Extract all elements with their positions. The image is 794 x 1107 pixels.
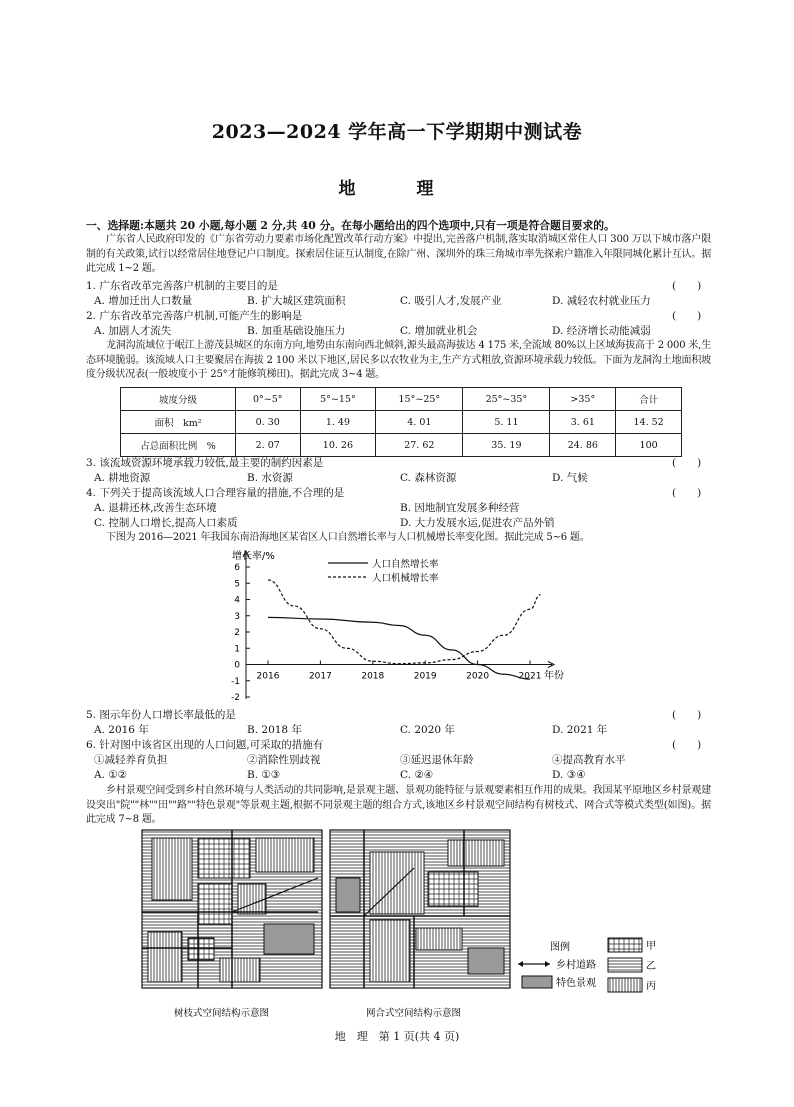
legend-feature-swatch [522,976,552,988]
option: D. 气候 [552,472,588,484]
table-cell: 14. 52 [616,411,682,434]
y-axis-label: 增长率/% [232,551,275,562]
table-cell: 4. 01 [376,411,463,434]
option: A. 2016 年 [94,724,149,736]
table-header-row [121,388,682,411]
option: A. 退耕还林,改善生态环境 [94,502,217,514]
tree-branch-diagram [142,830,322,988]
y-tick-label: 6 [234,563,240,573]
question-5-stem: 5. 图示年份人口增长率最低的是 [86,709,236,721]
statement-item: ③延迟退休年龄 [400,754,474,766]
legend-label: 人口机械增长率 [372,573,439,584]
x-tick-label: 2017 [308,671,332,682]
table-cell: 1. 49 [300,411,376,434]
mesh-diagram [330,830,510,988]
table-cell: 面积 km² [121,411,236,434]
question-6-stem: 6. 针对图中该省区出现的人口问题,可采取的措施有 [86,739,324,751]
y-tick-label: 4 [234,595,240,606]
figure-legend [518,938,656,992]
answer-paren: ( ) [672,280,702,292]
option: D. ③④ [552,769,586,781]
legend-label-feature: 特色景观 [556,978,596,989]
caption-right: 网合式空间结构示意图 [366,1008,462,1019]
y-tick-label: 5 [234,579,240,590]
table-cell: 100 [616,434,682,457]
option: C. 增加就业机会 [400,325,478,337]
table-row [121,411,682,434]
option: B. 加重基础设施压力 [247,325,346,337]
option: D. 经济增长动能减弱 [552,325,651,337]
y-tick-label: 2 [234,628,240,638]
option: B. ①③ [247,769,281,781]
option: C. 森林资源 [400,472,457,484]
x-tick-label: 2020 [466,671,490,682]
option: C. ②④ [400,769,434,781]
legend-title: 图例 [550,942,570,953]
legend-label-jia: 甲 [646,941,656,952]
statement-item: ④提高教育水平 [552,754,626,766]
answer-paren: ( ) [672,739,702,751]
option: B. 因地制宜发展多种经营 [400,502,520,514]
x-tick-label: 2021 [518,671,542,682]
table-cell: 3. 61 [550,411,616,434]
landscape-structure-figure [138,828,678,1024]
table-header-cell: 坡度分级 [121,388,236,411]
option: B. 2018 年 [247,724,302,736]
y-tick-label: -2 [231,693,240,703]
option: B. 扩大城区建筑面积 [247,295,346,307]
table-cell: 35. 19 [463,434,550,457]
answer-paren: ( ) [672,709,702,721]
table-cell: 24. 86 [550,434,616,457]
option: D. 大力发展水运,促进农产品外销 [400,517,555,529]
passage-1: 广东省人民政府印发的《广东省劳动力要素市场化配置改革行动方案》中提出,完善落户机制,落实取消城区常住人口 300 万以下城市落户限制的有关政策,试行以经常居住地登记户口制度。探索居住证互认制度,在除广州、深圳外的珠三角城市率先探索户籍准入年限同城化累计互认。据此完成 1~2 题。 [86,234,711,274]
growth-rate-chart [220,545,580,705]
exam-title: 2023—2024 学年高一下学期期中测试卷 [211,121,583,143]
migration-growth-line [268,580,540,664]
option: A. 加剧人才流失 [94,325,172,337]
legend-label: 人口自然增长率 [372,559,439,570]
table-header-cell: 5°~15° [300,388,376,411]
question-2-stem: 2. 广东省改革完善落户机制,可能产生的影响是 [86,310,303,322]
statement-item: ①减轻养育负担 [94,754,168,766]
option: C. 2020 年 [400,724,455,736]
table-cell: 2. 07 [236,434,301,457]
x-tick-label: 2019 [413,671,437,682]
table-row [121,434,682,457]
legend-label-bing: 丙 [646,981,656,992]
table-cell: 5. 11 [463,411,550,434]
x-tick-label: 2016 [256,671,280,682]
option: C. 吸引人才,发展产业 [400,295,502,307]
question-3-stem: 3. 该流域资源环境承载力较低,最主要的制约因素是 [86,457,324,469]
legend-label-road: 乡村道路 [556,960,596,971]
statement-item: ②消除性别歧视 [247,754,321,766]
table-cell: 0. 30 [236,411,301,434]
legend-swatch-bing [608,978,642,992]
legend-label-yi: 乙 [646,961,656,972]
table-cell: 占总面积比例 % [121,434,236,457]
y-tick-label: 0 [234,660,240,671]
table-cell: 10. 26 [300,434,376,457]
table-header-cell: >35° [550,388,616,411]
subject-title: 地 理 [338,179,456,199]
passage-4: 乡村景观空间受到乡村自然环境与人类活动的共同影响,是景观主题、景观功能特征与景观要素相互作用的成果。我国某平原地区乡村景观建设突出"院""林""田""路""特色景观"等景观主题,根据不同景观主题的组合方式,该地区乡村景观空间结构有树枝式、网合式等模式类型(如图)。据此完成 7~8 题。 [86,785,711,825]
table-header-cell: 0°~5° [236,388,301,411]
answer-paren: ( ) [672,310,702,322]
table-cell: 27. 62 [376,434,463,457]
passage-2: 龙洞沟流域位于岷江上游茂县城区的东南方向,地势由东南向西北倾斜,源头最高海拔达 4 175 米,全流域 80%以上区域海拔高于 2 000 米,生态环境脆弱。该流域人口主要聚居在海拔 2 100 米以下地区,居民多以农牧业为主,生产方式粗放,资源环境承载力较低。下面为龙洞沟土地面积坡度分级状况表(一般坡度小于 25°才能修筑梯田)。据此完成 3~4 题。 [86,340,711,380]
option: A. 耕地资源 [94,472,151,484]
y-tick-label: 1 [234,644,240,655]
option: A. 增加迁出人口数量 [94,295,193,307]
caption-left: 树枝式空间结构示意图 [174,1008,270,1019]
natural-growth-line [268,617,530,679]
option: C. 控制人口增长,提高人口素质 [94,517,238,529]
y-tick-label: 3 [234,611,240,622]
legend-swatch-jia [608,938,642,952]
x-tick-label: 2018 [361,671,385,682]
answer-paren: ( ) [672,457,702,469]
table-header-cell: 25°~35° [463,388,550,411]
option: A. ①② [94,769,128,781]
section-heading: 一、选择题:本题共 20 小题,每小题 2 分,共 40 分。在每小题给出的四个选项中,只有一项是符合题目要求的。 [86,219,615,232]
table-header-cell: 15°~25° [376,388,463,411]
legend-swatch-yi [608,958,642,972]
question-1-stem: 1. 广东省改革完善落户机制的主要目的是 [86,280,278,292]
question-4-stem: 4. 下列关于提高该流域人口合理容量的措施,不合理的是 [86,487,345,499]
passage-3: 下图为 2016—2021 年我国东南沿海地区某省区人口自然增长率与人口机械增长率变化图。据此完成 5~6 题。 [106,532,590,543]
page-footer: 地 理 第 1 页(共 4 页) [334,1030,460,1043]
option: D. 减轻农村就业压力 [552,295,651,307]
table-header-cell: 合计 [616,388,682,411]
option: D. 2021 年 [552,724,608,736]
slope-table [120,387,682,457]
x-axis-label: 年份 [544,670,564,682]
answer-paren: ( ) [672,487,702,499]
option: B. 水资源 [247,472,293,484]
y-tick-label: -1 [231,676,240,687]
